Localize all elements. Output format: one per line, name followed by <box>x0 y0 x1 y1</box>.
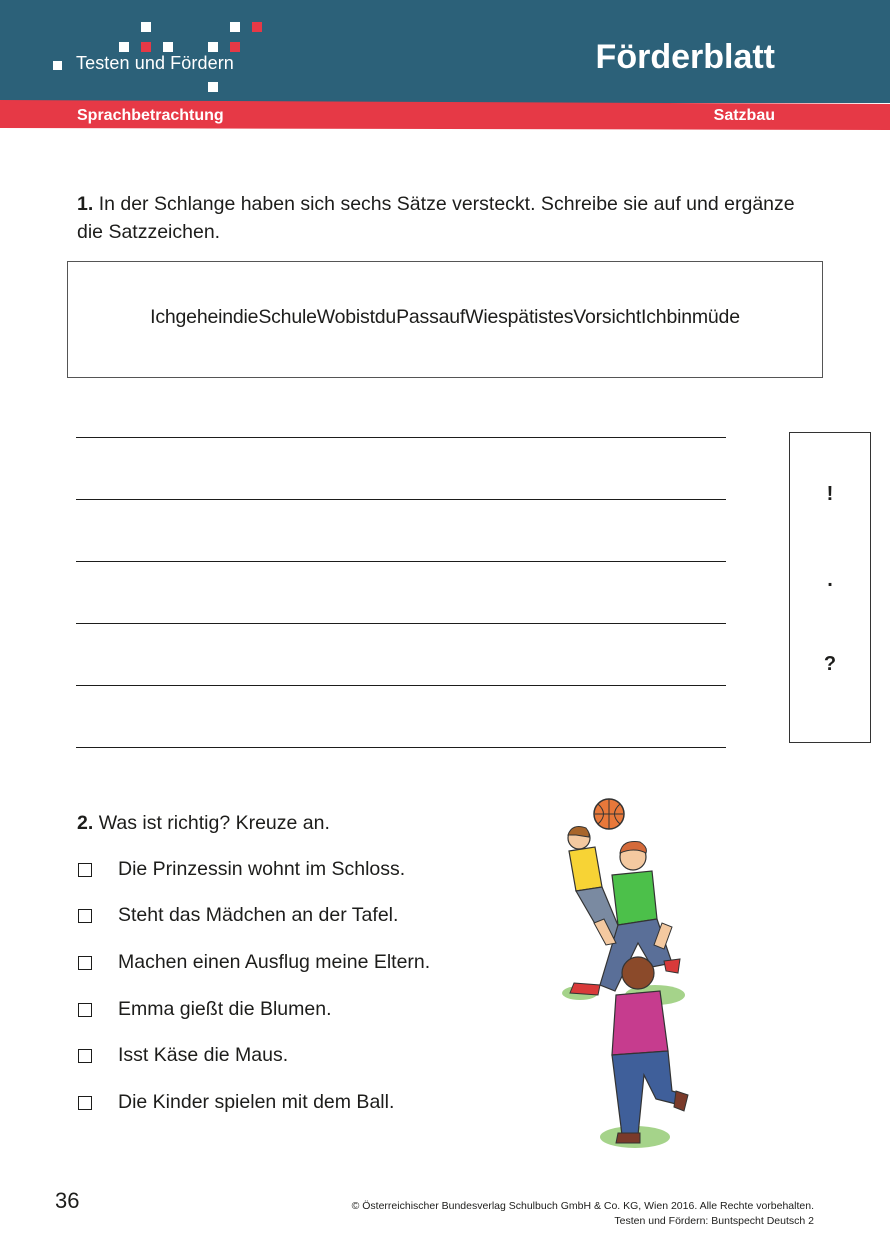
option-row <box>78 1044 288 1067</box>
option-row <box>78 998 332 1021</box>
category-label: Sprachbetrachtung <box>77 107 224 124</box>
option-label: Isst Käse die Maus. <box>118 1044 289 1066</box>
task1-instruction: In der Schlange haben sich sechs Sätze versteckt. Schreibe sie auf und ergänze die Satzzeichen. <box>77 193 795 243</box>
snake-sentence-box <box>67 261 823 378</box>
period-mark: . <box>827 569 833 591</box>
writing-line[interactable] <box>76 747 726 748</box>
punctuation-box <box>789 432 871 743</box>
writing-line[interactable] <box>76 561 726 562</box>
checkbox[interactable] <box>78 1049 92 1063</box>
children-playing-ball-illustration <box>560 795 695 1155</box>
option-label: Steht das Mädchen an der Tafel. <box>118 904 399 926</box>
writing-line[interactable] <box>76 623 726 624</box>
option-row <box>78 951 430 974</box>
copyright-notice: © Österreichischer Bundesverlag Schulbuch GmbH & Co. KG, Wien 2016. Alle Rechte vorbehalten. <box>351 1200 814 1212</box>
exclamation-mark: ! <box>826 483 834 505</box>
checkbox[interactable] <box>78 1003 92 1017</box>
option-row <box>78 904 398 927</box>
option-label: Die Kinder spielen mit dem Ball. <box>118 1091 395 1113</box>
option-label: Emma gießt die Blumen. <box>118 998 332 1020</box>
writing-line[interactable] <box>76 499 726 500</box>
checkbox[interactable] <box>78 909 92 923</box>
task2-instruction: Was ist richtig? Kreuze an. <box>98 812 330 834</box>
option-label: Die Prinzessin wohnt im Schloss. <box>118 858 406 880</box>
question-mark: ? <box>823 653 837 675</box>
option-label: Machen einen Ausflug meine Eltern. <box>118 951 431 973</box>
writing-line[interactable] <box>76 685 726 686</box>
task2-heading <box>77 812 330 835</box>
option-row <box>78 858 405 881</box>
checkbox[interactable] <box>78 863 92 877</box>
page-title: Förderblatt <box>595 38 775 76</box>
topic-label: Satzbau <box>713 107 775 124</box>
snake-sentence: IchgeheindieSchuleWobistduPassaufWiespätistesVorsichtIchbinmüde <box>150 306 740 328</box>
task1-heading <box>77 190 797 246</box>
page-number: 36 <box>55 1188 80 1213</box>
book-reference: Testen und Fördern: Buntspecht Deutsch 2 <box>614 1215 814 1227</box>
checkbox[interactable] <box>78 1096 92 1110</box>
bullet-square-icon <box>53 61 62 70</box>
option-row <box>78 1091 394 1114</box>
task1-number: 1. <box>77 193 94 215</box>
task2-number: 2. <box>77 812 94 834</box>
brand-name: Testen und Fördern <box>76 53 234 73</box>
writing-line[interactable] <box>76 437 726 438</box>
checkbox[interactable] <box>78 956 92 970</box>
